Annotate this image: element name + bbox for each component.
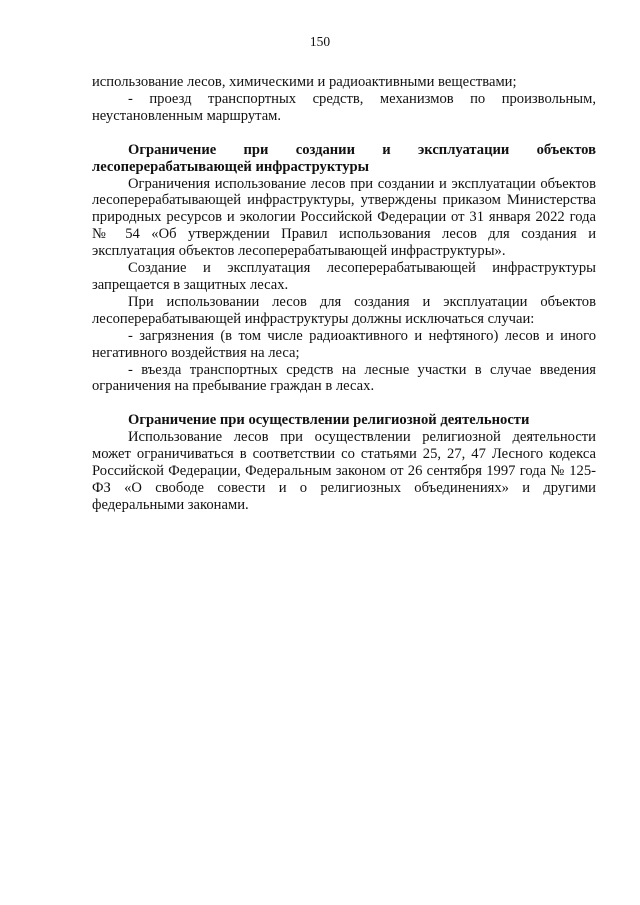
section-spacer [92,125,596,142]
paragraph: При использовании лесов для создания и эксплуатации объектов лесоперерабатывающей инфраструктуры должны исключаться случаи: [92,293,596,327]
list-item: - въезда транспортных средств на лесные участки в случае введения ограничения на пребывание граждан в лесах. [92,361,596,395]
list-item: - загрязнения (в том числе радиоактивного и нефтяного) лесов и иного негативного воздействия на леса; [92,327,596,361]
paragraph: Ограничения использование лесов при создании и эксплуатации объектов лесоперерабатывающей инфраструктуры, утверждены приказом Министерства природных ресурсов и экологии Российской Федерации от 31 января 2022 года № 54 «Об утверждении Правил использования лесов для создания и эксплуатация объектов лесоперерабатывающей инфраструктуры». [92,175,596,260]
paragraph: использование лесов, химическими и радиоактивными веществами; [92,74,517,90]
paragraph: Создание и эксплуатация лесоперерабатывающей инфраструктуры запрещается в защитных лесах. [92,260,596,293]
page-number: 150 [309,34,331,49]
section-heading: Ограничение при создании и эксплуатации объектов лесоперерабатывающей инфраструктуры [92,141,596,175]
list-item: - проезд транспортных средств, механизмов по произвольным, неустановленным маршрутам. [92,90,596,124]
section-heading: Ограничение при осуществлении религиозной деятельности [128,412,530,429]
section-spacer [92,395,596,412]
page-body [92,74,596,514]
paragraph: Использование лесов при осуществлении религиозной деятельности может ограничиваться в соответствии со статьями 25, 27, 47 Лесного кодекса Российской Федерации, Федеральным законом от 26 сентября 1997 года № 125-ФЗ «О свободе совести и о религиозных объединениях» и другими федеральными законами. [92,429,596,513]
